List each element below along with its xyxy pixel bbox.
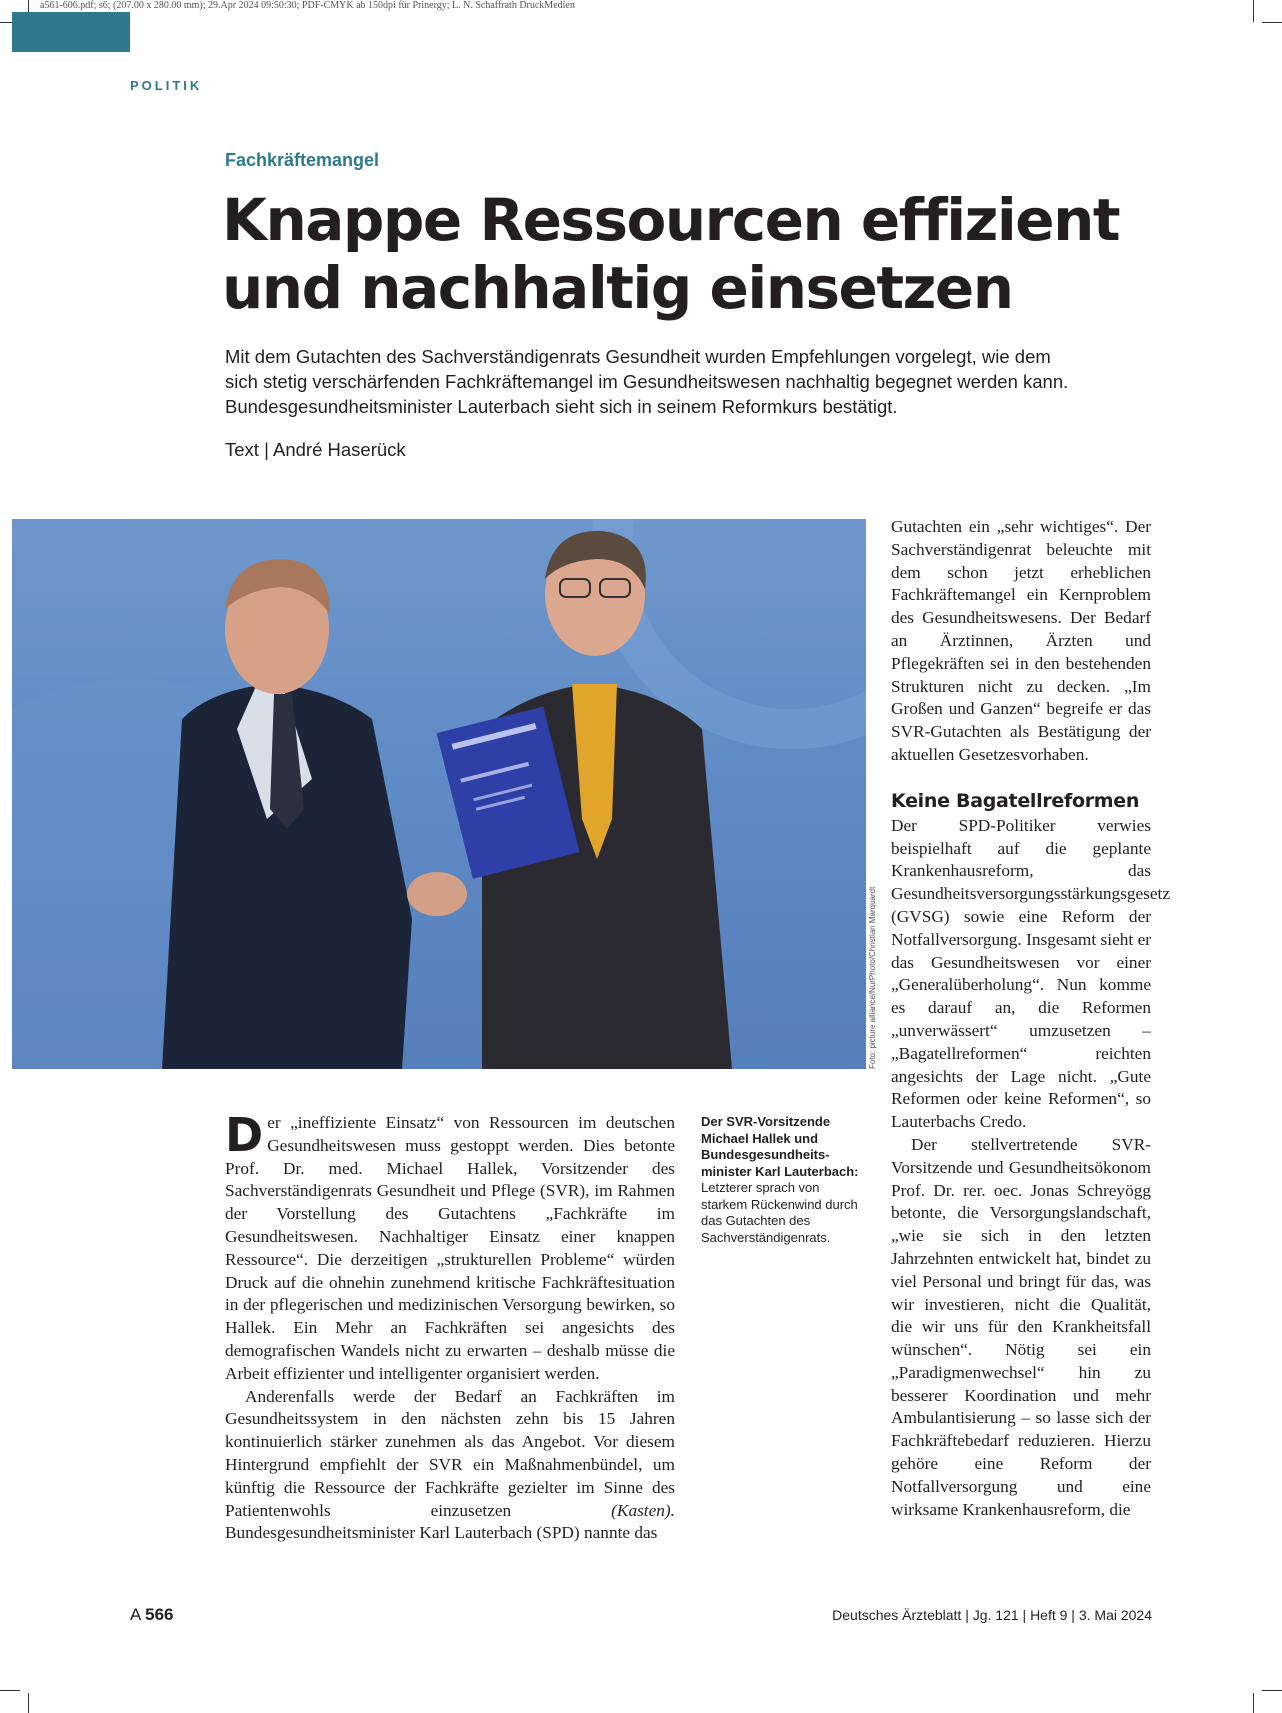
photo-caption [701, 1114, 861, 1246]
section-label: POLITIK [130, 78, 203, 93]
print-info-line: a561-606.pdf; s6; (207.00 x 280.00 mm); 29.Apr 2024 09:50:30; PDF-CMYK ab 150dpi für Prinergy; L. N. Schaffrath DruckMedien [40, 0, 575, 11]
section-color-bar [12, 12, 130, 52]
journal-info: Deutsches Ärzteblatt | Jg. 121 | Heft 9 | 3. Mai 2024 [832, 1607, 1152, 1623]
crop-mark [1262, 1690, 1282, 1691]
page-prefix: A [130, 1605, 141, 1624]
paragraph-text: Anderenfalls werde der Bedarf an Fachkräften im Gesundheitssystem in den nächsten zehn bis 15 Jahren kontinuierlich stärker zunehmen als das Angebot. Vor diesem Hintergrund empfiehlt der SVR ein Maßnahmenbündel, um künftig die Ressource der Fachkräfte gezielter im Sinne des Patientenwohls einzusetzen [225, 1386, 675, 1520]
body-column-left [225, 1108, 675, 1545]
subheading: Keine Bagatellreformen [891, 789, 1140, 812]
box-reference: (Kasten). [611, 1500, 675, 1520]
article-lead: Mit dem Gutachten des Sachverständigenrats Gesundheit wurden Empfehlungen vorgelegt, wie dem sich stetig verschärfenden Fachkräftemangel im Gesundheitswesen nachhaltig begegnet werden kann. Bundesgesundheitsminister Lauterbach sieht sich in seinem Reformkurs bestätigt. [225, 346, 1069, 417]
headline-line-2: und nachhaltig einsetzen [222, 254, 1013, 322]
paragraph-text: Bundesgesundheitsminister Karl Lauterbach (SPD) nannte das [225, 1523, 658, 1543]
page-folio [130, 1605, 174, 1625]
article-photo [12, 519, 866, 1069]
paragraph: Der stellvertretende SVR-Vorsitzende und Gesundheitsökonom Prof. Dr. rer. oec. Jonas Schreyögg betonte, die Versorgungslandschaft, „wie sie sich in den letzten Jahrzehnten entwickelt hat, bindet zu viel Personal und bringt für das, was wir investieren, nicht die Qualität, die wir uns für den Krankheitsfall wünschen“. Nötig sei ein „Paradigmenwechsel“ hin zu besserer Koordination und mehr Ambulantisierung – so lasse sich der Fachkräftebedarf reduzieren. Hierzu gehöre eine Reform der Notfallversorgung und eine wirksame Krankenhausreform, die [891, 1134, 1151, 1519]
caption-text: Letzterer sprach von starkem Rückenwind durch das Gutachten des Sachverständigenrats. [701, 1180, 858, 1245]
paragraph-text: er „ineffiziente Einsatz“ von Ressourcen im deutschen Gesundheitswesen muss gestoppt werden. Dies betonte Prof. Dr. med. Michael Hallek, Vorsitzender des Sachverständigenrats Gesundheit und Pflege (SVR), im Rahmen der Vorstellung des Gutachtens „Fachkräfte im Gesundheitswesen. Nachhaltiger Einsatz einer knappen Ressource“. Die derzeitigen „strukturellen Probleme“ würden Druck auf die ohnehin zunehmend kritische Fachkräftesituation in der pflegerischen und medizinischen Versorgung bewirken, so Hallek. Ein Mehr an Fachkräften sei angesichts des demografischen Wandels nicht zu erwarten – deshalb müsse die Arbeit effizienter und intelligenter organisiert werden. [225, 1113, 675, 1383]
paragraph: Gutachten ein „sehr wichtiges“. Der Sachverständigenrat beleuchte mit dem schon jetzt erheblichen Fachkräftemangel ein Kernproblem des Gesundheitswesens. Der Bedarf an Ärztinnen, Ärzten und Pflegekräften sei in den bestehenden Strukturen nicht zu decken. „Im Großen und Ganzen“ begreife er das SVR-Gutachten als Bestätigung der aktuellen Gesetzesvorhaben. [891, 517, 1151, 764]
crop-mark [28, 1693, 29, 1713]
crop-mark [1253, 0, 1254, 22]
paragraph [225, 1108, 675, 1386]
caption-lead: Der SVR-Vorsitzende Michael Hallek und Bundesgesundheitsminister Karl Lauterbach: [701, 1114, 859, 1179]
headline-line-1: Knappe Ressourcen effizient [222, 186, 1120, 254]
crop-mark [0, 1690, 20, 1691]
body-column-right [891, 516, 1171, 1521]
photo-illustration [12, 519, 866, 1069]
photo-credit: Foto: picture alliance/NurPhoto/Christian Marquardt [868, 886, 877, 1069]
crop-mark [1262, 22, 1282, 23]
page-number: 566 [145, 1605, 174, 1624]
paragraph: Der SPD-Politiker verwies beispielhaft auf die geplante Krankenhausreform, das Gesundheitsversorgungsstärkungsgesetz (GVSG) sowie eine Reform der Notfallversorgung. Insgesamt sieht er das Gesundheitswesen vor einer „Generalüberholung“. Nun komme es darauf an, die Reformen „unverwässert“ umzusetzen – „Bagatellreformen“ reichten angesichts der Lage nicht. „Gute Reformen oder keine Reformen“, so Lauterbachs Credo. [891, 815, 1171, 1132]
paragraph [225, 1386, 675, 1546]
drop-cap: D [225, 1108, 264, 1162]
crop-mark [1253, 1693, 1254, 1713]
article-headline [222, 186, 1122, 322]
byline: Text | André Haserück [225, 439, 406, 460]
article-kicker: Fachkräftemangel [225, 150, 380, 170]
